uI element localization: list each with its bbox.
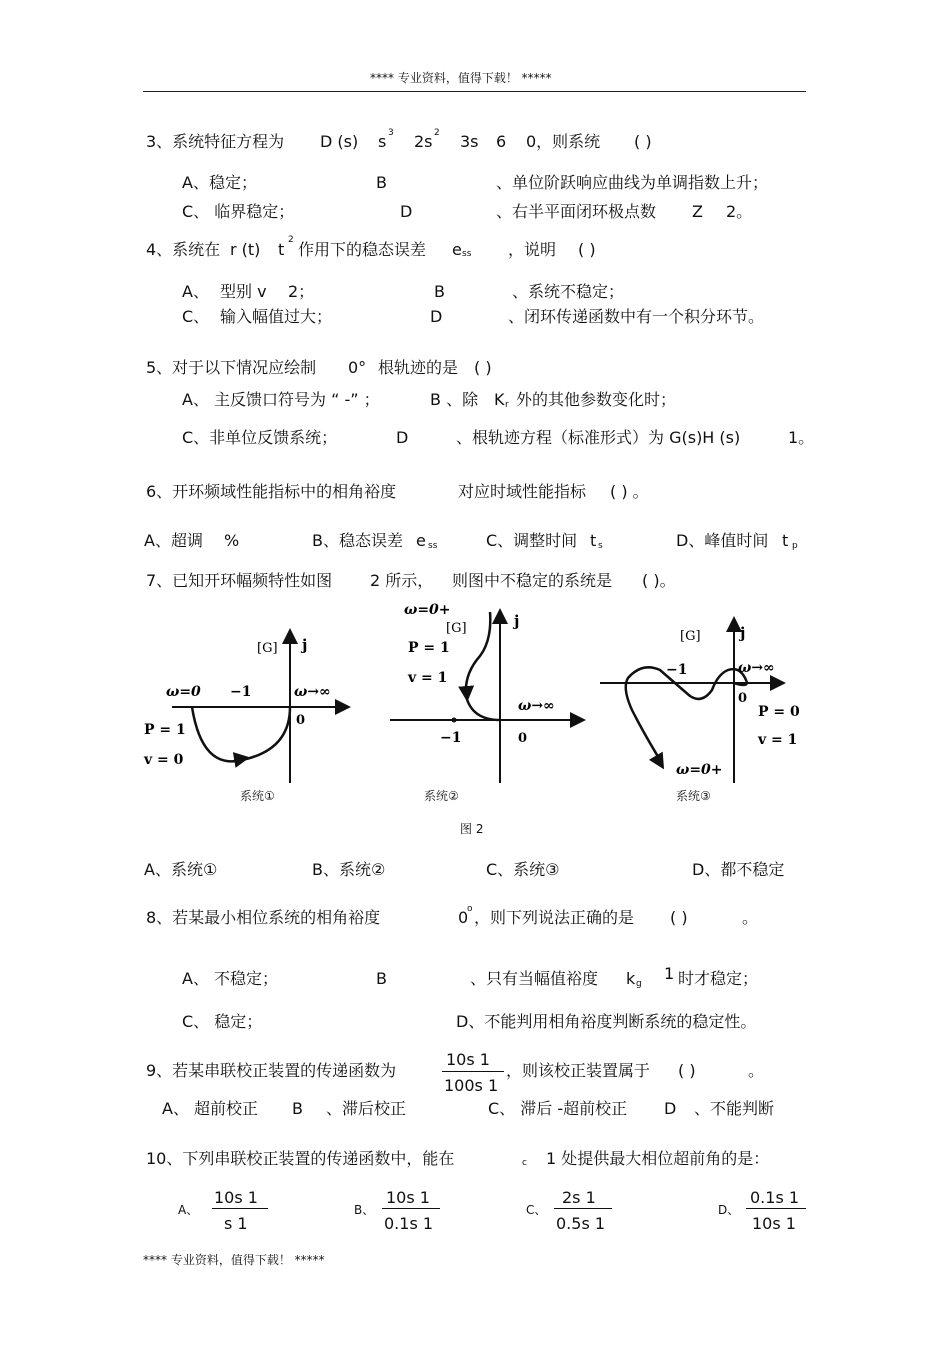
q4-option-a-val: 2； (288, 282, 315, 301)
caption-system-3: 系统③ (676, 789, 711, 803)
q3-Z: Z (692, 202, 703, 221)
q6-paren: ( ) 。 (610, 482, 649, 501)
q10-option-b-label: B、 (354, 1203, 375, 1217)
q3-option-b: 、单位阶跃响应曲线为单调指数上升； (496, 173, 769, 192)
q3-term3: 3s (460, 132, 479, 151)
q3-s2: 2s (414, 132, 433, 151)
q4-t: t (278, 240, 285, 259)
figure-2-nyquist-plots (142, 600, 806, 783)
q6-tail: 对应时域性能指标 (458, 482, 587, 501)
q7-paren: ( )。 (642, 571, 676, 590)
q9-num: 10s 1 (446, 1050, 490, 1069)
q9-option-b: 、滞后校正 (326, 1099, 407, 1118)
q4-mid: 作用下的稳态误差 (298, 240, 427, 259)
q6-ess: e (416, 531, 426, 550)
q5-option-a: A、 主反馈口符号为 “ -” ； (182, 390, 380, 409)
system-1-plot (143, 632, 347, 783)
q8-deg: 0 (458, 908, 469, 927)
q8-option-d: D、不能判用相角裕度判断系统的稳定性。 (456, 1012, 757, 1031)
s2-minus1-point (452, 718, 457, 723)
s2-P: P = 1 (408, 640, 450, 656)
q5-option-d: 、根轨迹方程（标准形式）为 G(s)H (s) (456, 428, 741, 447)
q6-tp-sub: p (792, 541, 798, 551)
s2-m1: −1 (440, 730, 462, 746)
q10-option-c-den: 0.5s 1 (556, 1214, 606, 1233)
q4-option-a: 型别 v (220, 282, 267, 301)
q3-s3: s (378, 132, 387, 151)
q7-prefix: 7、已知开环幅频特性如图 (146, 571, 333, 590)
s3-j: j (740, 624, 746, 642)
q8-option-a: A、 不稳定； (182, 969, 279, 988)
q8-one: 1 (664, 964, 675, 983)
q6-prefix: 6、开环频域性能指标中的相角裕度 (146, 482, 397, 501)
q10-option-a-den: s 1 (224, 1214, 248, 1233)
q4-option-c-label: C、 (182, 307, 210, 326)
q4-option-b-label: B (434, 282, 445, 301)
q5-option-b-label: B 、除 (430, 390, 479, 409)
q3-term5: 0，则系统 (526, 132, 601, 151)
s2-v: v = 1 (408, 670, 448, 686)
q3-option-b-label: B (376, 173, 387, 192)
q3-exp3: 3 (388, 128, 394, 138)
q10-tail: 1 处提供最大相位超前角的是： (546, 1149, 770, 1168)
q9-fraction-bar (442, 1071, 504, 1072)
s1-zero: 0 (296, 713, 306, 728)
q5-K-sub: r (505, 400, 509, 410)
q8-kg: k (626, 969, 636, 988)
q9-option-b-label: B (292, 1099, 303, 1118)
s2-G: [G] (446, 621, 467, 636)
s3-curve (626, 667, 747, 760)
q6-ts: t (590, 531, 597, 550)
s1-G: [G] (257, 641, 278, 656)
q10-option-b-num: 10s 1 (386, 1188, 430, 1207)
caption-system-1: 系统① (240, 789, 275, 803)
q9-den: 100s 1 (444, 1076, 499, 1095)
q4-r: r (t) (230, 240, 261, 259)
s2-winf: ω→∞ (518, 698, 555, 714)
q8-kg-sub: g (636, 979, 642, 989)
q9-prefix: 9、若某串联校正装置的传递函数为 (146, 1061, 397, 1080)
q5-paren: ( ) (474, 358, 492, 377)
s3-P: P = 0 (758, 704, 800, 720)
q5-deg: 0° (348, 358, 367, 377)
q10-a-bar (212, 1208, 268, 1209)
s2-curve (466, 612, 500, 720)
s3-w0p: ω=0+ (676, 762, 723, 778)
q4-tail: ，说明 (508, 240, 557, 259)
q4-paren: ( ) (578, 240, 596, 259)
q9-paren: ( ) (678, 1061, 696, 1080)
s2-arrow (466, 684, 467, 698)
q4-exp: 2 (288, 235, 294, 245)
q8-option-b: 、只有当幅值裕度 (470, 969, 599, 988)
q4-option-c: 输入幅值过大； (220, 307, 333, 326)
q4-ess-sub: ss (462, 249, 472, 259)
q5-prefix: 5、对于以下情况应绘制 (146, 358, 317, 377)
q7-option-a: A、系统① (144, 860, 218, 879)
s3-m1: −1 (666, 662, 688, 678)
q5-one: 1。 (788, 428, 815, 447)
q4-option-d-label: D (430, 307, 443, 326)
s1-v: v = 0 (144, 752, 184, 768)
q10-option-d-num: 0.1s 1 (750, 1188, 800, 1207)
q5-tail: 根轨迹的是 (378, 358, 459, 377)
s1-curve (192, 707, 290, 761)
q5-option-c: C、非单位反馈系统； (182, 428, 338, 447)
q3-option-c: C、 临界稳定； (182, 202, 295, 221)
q9-option-d-label: D (664, 1099, 677, 1118)
q8-option-c: C、 稳定； (182, 1012, 263, 1031)
q4-option-d: 、闭环传递函数中有一个积分环节。 (508, 307, 765, 326)
q7-option-c: C、系统③ (486, 860, 560, 879)
figure-label: 图 2 (460, 822, 484, 836)
q5-K: K (494, 390, 505, 409)
page-header: **** 专业资料，值得下载！ ***** (370, 71, 552, 85)
q10-option-b-den: 0.1s 1 (384, 1214, 434, 1233)
q9-tail: ，则该校正装置属于 (506, 1061, 651, 1080)
q5-option-b: 外的其他参数变化时； (516, 390, 677, 409)
q8-paren: ( ) (670, 908, 688, 927)
q7-fig: 2 所示， (370, 571, 434, 590)
q10-option-d-den: 10s 1 (752, 1214, 796, 1233)
s2-j: j (514, 612, 520, 630)
q5-option-d-label: D (396, 428, 409, 447)
q3-term4: 6 (496, 132, 507, 151)
s1-winf: ω→∞ (294, 684, 331, 700)
page-footer: **** 专业资料，值得下载！ ***** (143, 1253, 325, 1267)
system-3-plot (600, 620, 800, 783)
q8-tail: ，则下列说法正确的是 (474, 908, 635, 927)
q6-option-d: D、峰值时间 (676, 531, 769, 550)
q6-ts-sub: s (598, 541, 603, 551)
s1-P: P = 1 (144, 722, 186, 738)
q9-option-c: C、 滞后 -超前校正 (488, 1099, 628, 1118)
q8-dot: 。 (742, 908, 759, 927)
q6-option-b: B、稳态误差 (312, 531, 403, 550)
q3-option-a: A、稳定； (182, 173, 257, 192)
caption-system-2: 系统② (424, 789, 459, 803)
q3-D: D (s) (320, 132, 359, 151)
q4-prefix: 4、系统在 (146, 240, 221, 259)
q9-dot: 。 (748, 1061, 765, 1080)
s1-w0: ω=0 (166, 684, 201, 700)
q10-d-bar (746, 1208, 806, 1209)
s3-zero: 0 (738, 691, 748, 706)
s2-w0p: ω=0+ (404, 602, 451, 618)
q10-option-a-num: 10s 1 (214, 1188, 258, 1207)
q7-option-d: D、都不稳定 (692, 860, 785, 879)
q9-option-d: 、不能判断 (694, 1099, 775, 1118)
q4-ess: e (452, 240, 462, 259)
q10-option-c-label: C、 (526, 1203, 547, 1217)
q10-c-sub: c (522, 1158, 527, 1168)
q8-option-b-tail: 时才稳定； (678, 969, 759, 988)
q3-option-d-label: D (400, 202, 413, 221)
header-rule (143, 91, 806, 92)
q3-two: 2。 (726, 202, 753, 221)
q3-prefix: 3、系统特征方程为 (146, 132, 285, 151)
q8-prefix: 8、若某最小相位系统的相角裕度 (146, 908, 381, 927)
s3-v: v = 1 (758, 732, 798, 748)
q6-option-c: C、调整时间 (486, 531, 578, 550)
q3-option-d: 、右半平面闭环极点数 (496, 202, 657, 221)
q3-exp2: 2 (434, 128, 440, 138)
q9-option-a: A、 超前校正 (162, 1099, 259, 1118)
q10-option-c-num: 2s 1 (562, 1188, 596, 1207)
system-2-plot (390, 602, 582, 783)
s3-winf: ω→∞ (738, 660, 775, 676)
q7-tail: 则图中不稳定的系统是 (452, 571, 613, 590)
q8-degsup: o (467, 904, 473, 914)
s2-zero: 0 (518, 731, 528, 746)
q4-option-b: 、系统不稳定； (512, 282, 625, 301)
q7-option-b: B、系统② (312, 860, 386, 879)
q3-paren: ( ) (634, 132, 652, 151)
q6-ess-sub: ss (428, 541, 438, 551)
q10-option-a-label: A、 (178, 1203, 199, 1217)
q6-option-a-unit: % (224, 531, 240, 550)
s1-j: j (302, 636, 308, 654)
q6-option-a: A、超调 (144, 531, 203, 550)
q6-tp: t (782, 531, 789, 550)
nyquist-svg (142, 600, 806, 783)
q10-option-d-label: D、 (718, 1203, 740, 1217)
q10-c-bar (554, 1208, 612, 1209)
q4-option-a-label: A、 (182, 282, 209, 301)
q10-prefix: 10、下列串联校正装置的传递函数中，能在 (146, 1149, 455, 1168)
q10-b-bar (382, 1208, 440, 1209)
s1-m1: −1 (230, 684, 252, 700)
q8-option-b-label: B (376, 969, 387, 988)
s3-G: [G] (680, 629, 701, 644)
